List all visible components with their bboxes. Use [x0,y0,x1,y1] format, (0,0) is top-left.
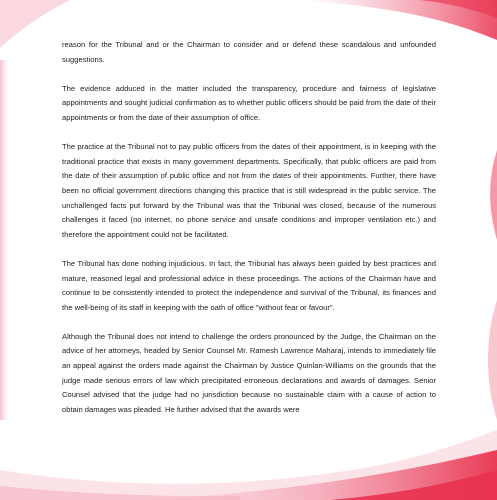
left-edge-band [0,60,10,420]
document-body [62,38,436,432]
right-edge-accent [490,150,497,240]
paragraph: reason for the Tribunal and or the Chairman to consider and or defend these scandalous and unfounded suggestions. [62,40,436,64]
paragraph: Although the Tribunal does not intend to challenge the orders pronounced by the Judge, the Chairman on the advice of her attorneys, headed by Senior Counsel Mr. Ramesh Lawrence Maharaj, intends to immediately file an appeal against the orders made against the Chairman by Justice Quinlan-Williams on the grounds that the judge made serious errors of law which precipitated erroneous declarations and awards of damages. Senior Counsel advised that the judge had no jurisdiction because no sustainable claim with a cause of action to obtain damages was pleaded. He further advised that the awards were [62,331,436,414]
paragraph: The evidence adduced in the matter included the transparency, procedure and fairness of legislative appointments and sought judicial confirmation as to whether public officers should be paid from the date of their appointments or from the date of their assumption of office. [62,83,436,122]
top-left-swoosh [0,0,70,48]
paragraph: The Tribunal has done nothing injudicious. In fact, the Tribunal has always been guided by best practices and mature, reasoned legal and professional advice in these proceedings. The actions of the Chairman have and continue to be consistently intended to protect the independence and survival of the Tribunal, its finances and the well-being of its staff in keeping with the oath of office "without fear or favour". [62,258,436,312]
paragraph: The practice at the Tribunal not to pay public officers from the dates of their appointment, is in keeping with the traditional practice that exists in many government departments. Specifically, that public officers are paid from the date of their assumption of public office and not from the dates of their appointments. Further, there have been no official government directions changing this practice that is still widespread in the public service. The unchallenged facts put forward by the Tribunal was that the Tribunal was closed, because of the numerous challenges it faced (no internet, no phone service and unsafe conditions and improper ventilation etc.) and therefore the appointment could not be facilitated. [62,142,436,239]
